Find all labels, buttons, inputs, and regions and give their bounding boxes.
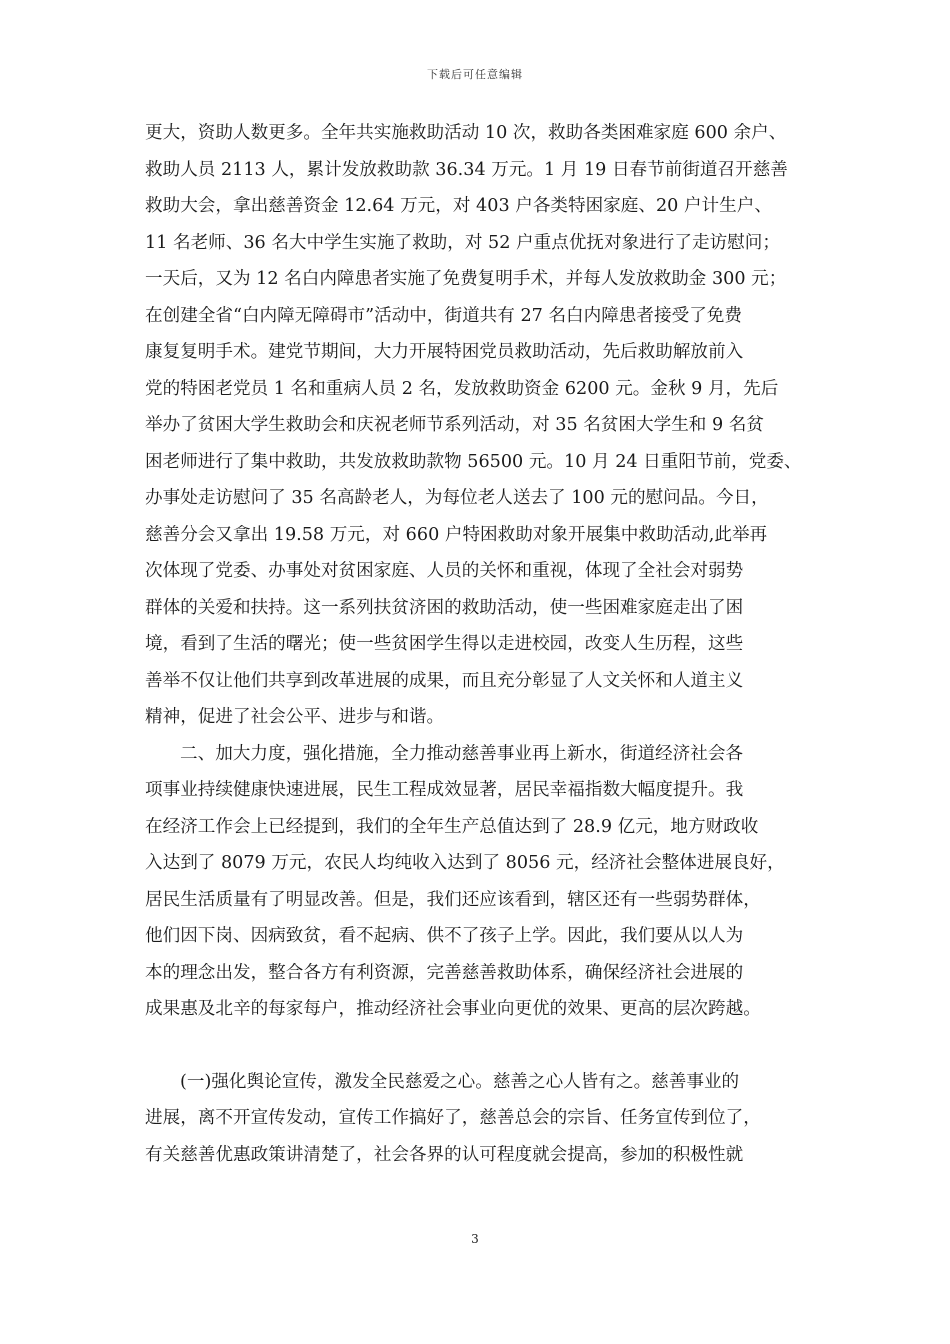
text-line: 党的特困老党员 1 名和重病人员 2 名，发放救助资金 6200 元。金秋 9 月，先后: [145, 378, 779, 399]
text-line: 进展，离不开宣传发动，宣传工作搞好了，慈善总会的宗旨、任务宣传到位了，: [145, 1108, 761, 1128]
paragraph-3: [145, 1064, 805, 1174]
paragraph-gap: [145, 1028, 805, 1064]
text-line: 11 名老师、36 名大中学生实施了救助，对 52 户重点优抚对象进行了走访慰问；: [145, 232, 780, 253]
text-line: (一)强化舆论宣传，激发全民慈爱之心。慈善之心人皆有之。慈善事业的: [180, 1071, 740, 1092]
text-line: 境，看到了生活的曙光；使一些贫困学生得以走进校园，改变人生历程，这些: [145, 634, 744, 654]
text-line: 本的理念出发，整合各方有利资源，完善慈善救助体系，确保经济社会进展的: [145, 962, 744, 983]
text-line: 次体现了党委、办事处对贫困家庭、人员的关怀和重视，体现了全社会对弱势: [145, 561, 744, 581]
paragraph-1: [145, 115, 805, 736]
text-line: 慈善分会又拿出 19.58 万元，对 660 户特困救助对象开展集中救助活动,此举再: [145, 524, 768, 545]
text-line: 在创建全省“白内障无障碍市”活动中，街道共有 27 名白内障患者接受了免费: [145, 305, 742, 326]
text-line: 善举不仅让他们共享到改革进展的成果，而且充分彰显了人文关怀和人道主义: [145, 670, 744, 691]
text-line: 有关慈善优惠政策讲清楚了，社会各界的认可程度就会提高，参加的积极性就: [145, 1144, 744, 1165]
page-number: 3: [471, 1232, 479, 1246]
text-line: 入达到了 8079 万元，农民人均纯收入达到了 8056 元，经济社会整体进展良好，: [145, 853, 785, 873]
text-line: 居民生活质量有了明显改善。但是，我们还应该看到，辖区还有一些弱势群体，: [145, 889, 761, 910]
text-line: 更大，资助人数更多。全年共实施救助活动 10 次，救助各类困难家庭 600 余户、: [145, 123, 787, 143]
text-line: 举办了贫困大学生救助会和庆祝老师节系列活动，对 35 名贫困大学生和 9 名贫: [145, 415, 764, 435]
text-line: 办事处走访慰问了 35 名高龄老人，为每位老人送去了 100 元的慰问品。今日，: [145, 488, 769, 508]
text-line: 项事业持续健康快速进展，民生工程成效显著，居民幸福指数大幅度提升。我: [145, 780, 744, 800]
text-line: 救助大会，拿出慈善资金 12.64 万元，对 403 户各类特困家庭、20 户计生户、: [145, 196, 772, 216]
text-line: 群体的关爱和扶持。这一系列扶贫济困的救助活动，使一些困难家庭走出了困: [145, 597, 744, 618]
text-line: 他们因下岗、因病致贫，看不起病、供不了孩子上学。因此，我们要从以人为: [145, 926, 744, 946]
text-line: 精神，促进了社会公平、进步与和谐。: [145, 707, 445, 727]
text-line: 二、加大力度，强化措施，全力推动慈善事业再上新水，街道经济社会各: [180, 743, 744, 764]
text-line: 成果惠及北辛的每家每户，推动经济社会事业向更优的效果、更高的层次跨越。: [145, 999, 761, 1019]
text-line: 在经济工作会上已经提到，我们的全年生产总值达到了 28.9 亿元，地方财政收: [145, 816, 759, 837]
document-body: [145, 115, 805, 1173]
text-line: 康复复明手术。建党节期间，大力开展特困党员救助活动，先后救助解放前入: [145, 342, 744, 362]
page-header: 下载后可任意编辑: [427, 68, 523, 81]
text-line: 救助人员 2113 人，累计发放救助款 36.34 万元。1 月 19 日春节前街道召开慈善: [145, 159, 788, 180]
text-line: 一天后，又为 12 名白内障患者实施了免费复明手术，并每人发放救助金 300 元；: [145, 269, 787, 289]
text-line: 困老师进行了集中救助，共发放救助款物 56500 元。10 月 24 日重阳节前，党委、: [145, 451, 802, 472]
paragraph-2: [145, 736, 805, 1028]
